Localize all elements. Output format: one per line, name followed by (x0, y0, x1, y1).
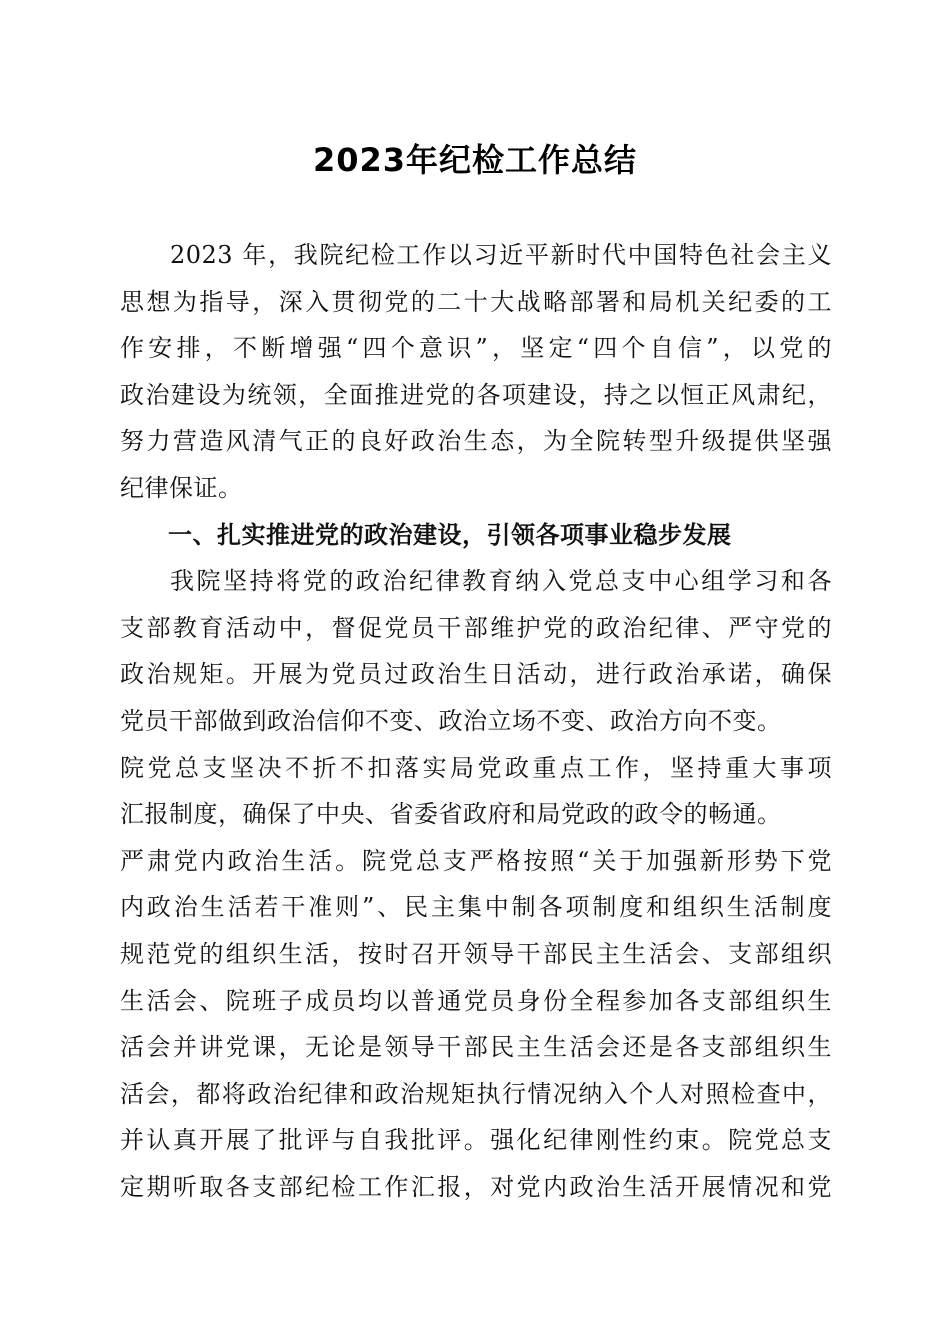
document-title: 2023年纪检工作总结 (312, 141, 638, 179)
section-line: 严肃党内政治生活。院党总支严格按照“关于加强新形势下党 (120, 846, 832, 875)
intro-line: 2023 年，我院纪检工作以习近平新时代中国特色社会主义 (170, 241, 832, 269)
intro-line: 作安排，不断增强“四个意识”，坚定“四个自信”，以党的 (120, 334, 832, 363)
section-line: 生活会、院班子成员均以普通党员身份全程参加各支部组织生 (120, 986, 832, 1015)
section-line: 并认真开展了批评与自我批评。强化纪律刚性约束。院党总支 (120, 1126, 832, 1155)
intro-line: 纪律保证。 (120, 473, 243, 502)
section-line: 我院坚持将党的政治纪律教育纳入党总支中心组学习和各 (170, 567, 832, 596)
section-line: 支部教育活动中，督促党员干部维护党的政治纪律、严守党的 (120, 613, 832, 642)
section-line: 定期听取各支部纪检工作汇报，对党内政治生活开展情况和党 (120, 1172, 832, 1201)
section-line: 活会，都将政治纪律和政治规矩执行情况纳入个人对照检查中， (120, 1079, 832, 1108)
section-line: 活会并讲党课，无论是领导干部民主生活会还是各支部组织生 (120, 1033, 832, 1062)
section-line: 内政治生活若干准则”、民主集中制各项制度和组织生活制度 (120, 893, 832, 922)
section-line: 院党总支坚决不折不扣落实局党政重点工作，坚持重大事项 (120, 753, 832, 782)
intro-line: 政治建设为统领，全面推进党的各项建设，持之以恒正风肃纪， (120, 380, 832, 409)
section-heading: 一、扎实推进党的政治建设，引领各项事业稳步发展 (168, 520, 732, 549)
section-line: 政治规矩。开展为党员过政治生日活动，进行政治承诺，确保 (120, 660, 832, 689)
document-body (120, 232, 832, 1210)
section-line: 汇报制度，确保了中央、省委省政府和局党政的政令的畅通。 (120, 800, 782, 829)
intro-line: 思想为指导，深入贯彻党的二十大战略部署和局机关纪委的工 (120, 287, 832, 316)
section-line: 党员干部做到政治信仰不变、政治立场不变、政治方向不变。 (120, 706, 782, 735)
intro-line: 努力营造风清气正的良好政治生态，为全院转型升级提供坚强 (120, 427, 832, 456)
section-line: 规范党的组织生活，按时召开领导干部民主生活会、支部组织 (120, 939, 832, 968)
